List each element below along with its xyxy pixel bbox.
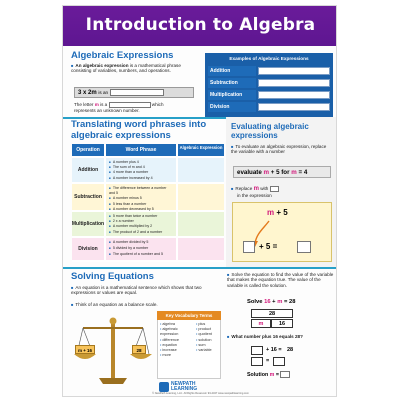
- replace-instruction: ■ Replace m with in the expression: [231, 186, 331, 198]
- expression-answer-field[interactable]: [178, 238, 224, 260]
- solution-blank[interactable]: [280, 371, 290, 378]
- question-plus-16: + 16 =: [266, 347, 282, 353]
- answer-blank[interactable]: [270, 186, 279, 192]
- question-answer-box[interactable]: [273, 357, 285, 366]
- example-row-multiplication: Multiplication: [208, 90, 330, 100]
- scale-left-label: m + 16: [75, 345, 95, 354]
- evaluating-title: Evaluating algebraic expressions: [231, 122, 309, 140]
- title-banner: [63, 6, 337, 46]
- graph-expression: m + 5: [267, 208, 288, 217]
- algebraic-expressions-title: Algebraic Expressions: [71, 50, 174, 61]
- example-row-addition: Addition: [208, 66, 330, 76]
- equation-definition: ■ An equation is a mathematical sentence which shows that two expressions or values are equal.: [71, 285, 221, 296]
- vocabulary-column-1: • algebra • algebraic expression • difference • equation • increase • more: [160, 322, 196, 358]
- question-equals: =: [266, 358, 270, 364]
- newpath-logo-icon: [159, 382, 169, 392]
- value-input-box[interactable]: [243, 241, 255, 253]
- example-row-division: Division: [208, 102, 330, 112]
- question-answer-box[interactable]: [251, 346, 263, 355]
- example-answer-field[interactable]: [258, 79, 330, 87]
- translating-title: Translating word phrases into algebraic expressions: [71, 119, 207, 141]
- example-row-subtraction: Subtraction: [208, 78, 330, 88]
- translation-table: Operation Word Phrase Algebraic Expression Addition ■ A number plus 4 ■ The sum of m and 4 ■ 4 more than a number ■ A number increased by 4 Subtraction ■ The difference between a number and 5 ■ A number minus 5 ■ 5 less than a number ■ A number decreased by 5 Multiplication ■ 5 more than twice a number ■ 2 x a number ■ A number multiplied by 2 ■ The product of 2 and a number Division ■ A number divided by 5 ■ 5 divided by a number ■ The quotient of a number and 5: [72, 144, 224, 262]
- poster: [62, 5, 337, 397]
- examples-title: Examples of Algebraic Expressions: [229, 56, 309, 61]
- vocabulary-title: Key Vocabulary Terms: [157, 311, 221, 320]
- letter-variable-line: The letter m is a which represents an unknown number.: [74, 102, 164, 113]
- answer-blank[interactable]: [110, 89, 164, 96]
- example-answer-field[interactable]: [258, 67, 330, 75]
- solution-line: Solution m =: [247, 371, 290, 378]
- page-title: Introduction to Algebra: [85, 15, 316, 35]
- expression-answer-field[interactable]: [178, 158, 224, 182]
- result-input-box[interactable]: [297, 241, 311, 253]
- evaluate-expression-box: evaluate m + 5 for m = 4: [233, 166, 331, 178]
- equation-example-box: 3 x 2m is an: [74, 87, 194, 98]
- solve-instruction: ■ Solve the equation to find the value of the variable that makes the equation true. The value of the variable is called the solution.: [227, 272, 335, 288]
- evaluation-diagram: [232, 202, 332, 262]
- solve-equation: Solve 16 + m = 28: [247, 299, 296, 305]
- expression-answer-field[interactable]: [178, 184, 224, 210]
- vocabulary-column-2: • plus • product • quotient • solution • sum • variable: [196, 322, 220, 353]
- table-header-algebraic-expression: Algebraic Expression: [178, 144, 224, 156]
- bar-model-total: 28: [251, 309, 293, 318]
- table-header-word-phrase: Word Phrase: [106, 144, 176, 156]
- section-divider: [63, 267, 337, 269]
- question-answer-box[interactable]: [251, 357, 263, 366]
- bar-model-part: 16: [271, 319, 293, 328]
- expression-answer-field[interactable]: [178, 212, 224, 236]
- newpath-logo-text: NEWPATH LEARNING: [171, 381, 198, 392]
- example-answer-field[interactable]: [258, 91, 330, 99]
- evaluating-instruction: ■ To evaluate an algebraic expression, replace the variable with a number: [231, 144, 331, 155]
- table-header-operation: Operation: [72, 144, 104, 156]
- copyright: © NewPath Learning, LLC. All Rights Reserved. 93-4437 www.newpathlearning.com: [152, 392, 249, 395]
- graph-plus-equals: + 5 =: [259, 242, 278, 251]
- balance-scale-note: ■ Think of an equation as a balance scale.: [71, 302, 221, 307]
- algebraic-expression-definition: ■ An algebraic expression is a mathematical phrase consisting of variables, numbers, and operations.: [71, 63, 189, 74]
- solve-question: ■ What number plus 16 equals 28?: [227, 334, 335, 339]
- scale-right-label: 28: [132, 345, 146, 354]
- bar-model-variable: m: [251, 319, 271, 328]
- question-28: 28: [287, 347, 294, 353]
- example-answer-field[interactable]: [258, 103, 330, 111]
- solving-equations-title: Solving Equations: [71, 271, 154, 282]
